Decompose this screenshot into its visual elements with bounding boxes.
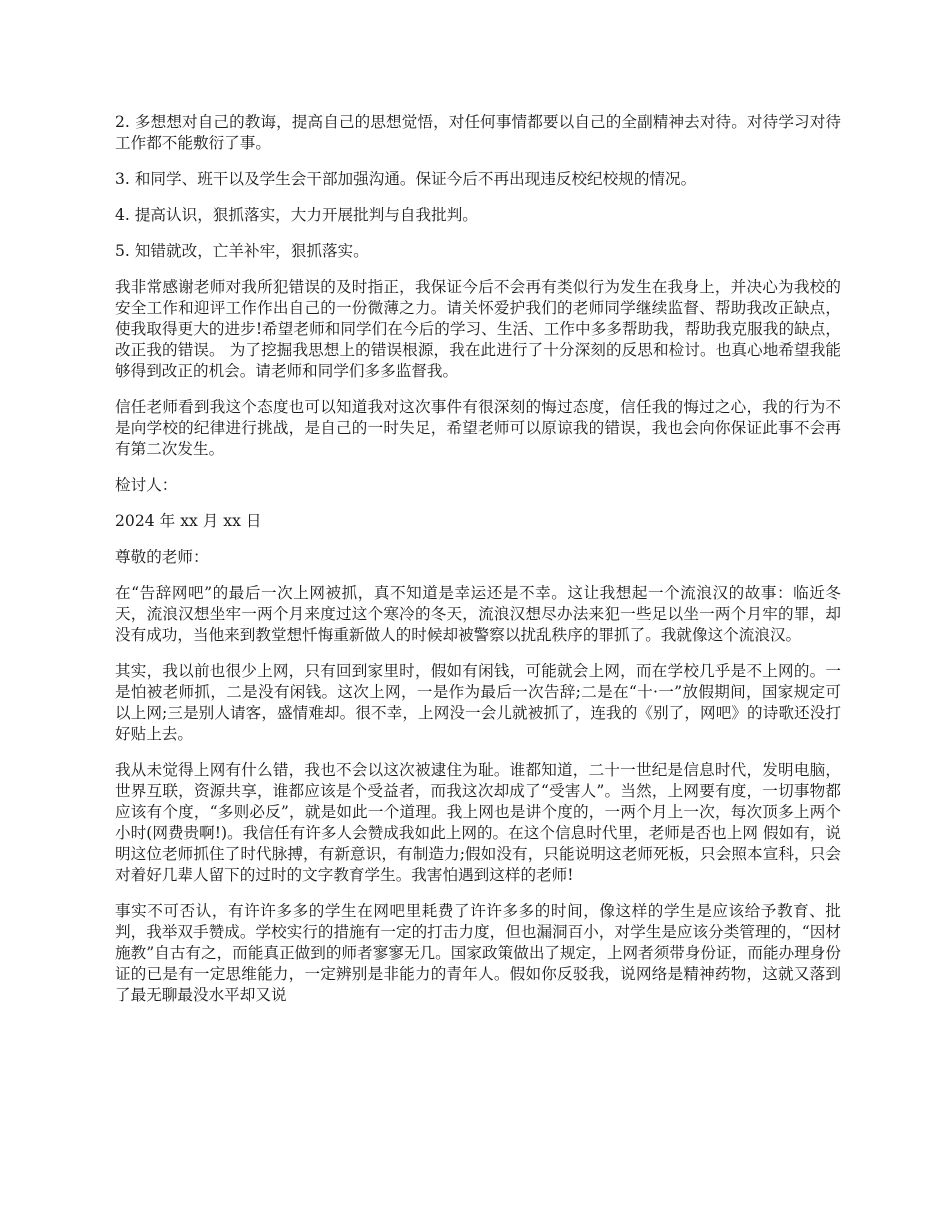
list-item-2: 2. 多想想对自己的教诲，提高自己的思想觉悟，对任何事情都要以自己的全副精神去对待。对待学习对待工作都不能敷衍了事。 [115,113,841,152]
list-item-4: 4. 提高认识，狠抓落实，大力开展批判与自我批判。 [115,206,478,224]
paragraph-background: 其实，我以前也很少上网，只有回到家里时，假如有闲钱，可能就会上网，而在学校几乎是不上网的。一是怕被老师抓，二是没有闲钱。这次上网，一是作为最后一次告辞;二是在“十·一”放假期间，国家规定可以上网;三是别人请客，盛情难却。很不幸，上网没一会儿就被抓了，连我的《别了，网吧》的诗歌还没打好贴上去。 [115,662,841,743]
paragraph-thanks: 我非常感谢老师对我所犯错误的及时指正，我保证今后不会再有类似行为发生在我身上，并决心为我校的安全工作和迎评工作作出自己的一份微薄之力。请关怀爱护我们的老师同学继续监督、帮助我改正缺点，使我取得更大的进步!希望老师和同学们在今后的学习、生活、工作中多多帮助我，帮助我克服我的缺点，改正我的错误。 为了挖掘我思想上的错误根源，我在此进行了十分深刻的反思和检讨。也真心地希望我能够得到改正的机会。请老师和同学们多多监督我。 [115,278,841,380]
document-body [115,112,841,1021]
date-line: 2024 年 xx 月 xx 日 [115,512,262,530]
paragraph-opinion: 我从未觉得上网有什么错，我也不会以这次被逮住为耻。谁都知道，二十一世纪是信息时代，发明电脑，世界互联，资源共享，谁都应该是个受益者，而我这次却成了“受害人”。当然，上网要有度，一切事物都应该有个度，“多则必反”，就是如此一个道理。我上网也是讲个度的，一两个月上一次，每次顶多上两个小时(网费贵啊!)。我信任有许多人会赞成我如此上网的。在这个信息时代里，老师是否也上网 假如有，说明这位老师抓住了时代脉搏，有新意识，有制造力;假如没有，只能说明这老师死板，只会照本宣科，只会对着好几辈人留下的过时的文字教育学生。我害怕遇到这样的老师! [115,761,841,884]
list-item-5: 5. 知错就改，亡羊补牢，狠抓落实。 [115,242,369,260]
salutation: 尊敬的老师： [115,548,209,566]
signature-label: 检讨人： [115,476,178,494]
paragraph-trust: 信任老师看到我这个态度也可以知道我对这次事件有很深刻的悔过态度，信任我的悔过之心，我的行为不是向学校的纪律进行挑战，是自己的一时失足，希望老师可以原谅我的错误，我也会向你保证此事不会再有第二次发生。 [115,398,841,458]
list-item-3: 3. 和同学、班干以及学生会干部加强沟通。保证今后不再出现违反校纪校规的情况。 [115,170,697,188]
paragraph-story: 在“告辞网吧”的最后一次上网被抓，真不知道是幸运还是不幸。这让我想起一个流浪汉的故事：临近冬天，流浪汉想坐牢一两个月来度过这个寒冷的冬天，流浪汉想尽办法来犯一些足以坐一两个月牢的罪，却没有成功，当他来到教堂想忏悔重新做人的时候却被警察以扰乱秩序的罪抓了。我就像这个流浪汉。 [115,584,841,644]
paragraph-argument: 事实不可否认，有许许多多的学生在网吧里耗费了许许多多的时间，像这样的学生是应该给予教育、批判，我举双手赞成。学校实行的措施有一定的打击力度，但也漏洞百小，对学生是应该分类管理的，“因材施教”自古有之，而能真正做到的师者寥寥无几。国家政策做出了规定，上网者须带身份证，而能办理身份证的已是有一定思维能力，一定辨别是非能力的青年人。假如你反驳我，说网络是精神药物，这就又落到了最无聊最没水平却又说 [115,902,841,1004]
